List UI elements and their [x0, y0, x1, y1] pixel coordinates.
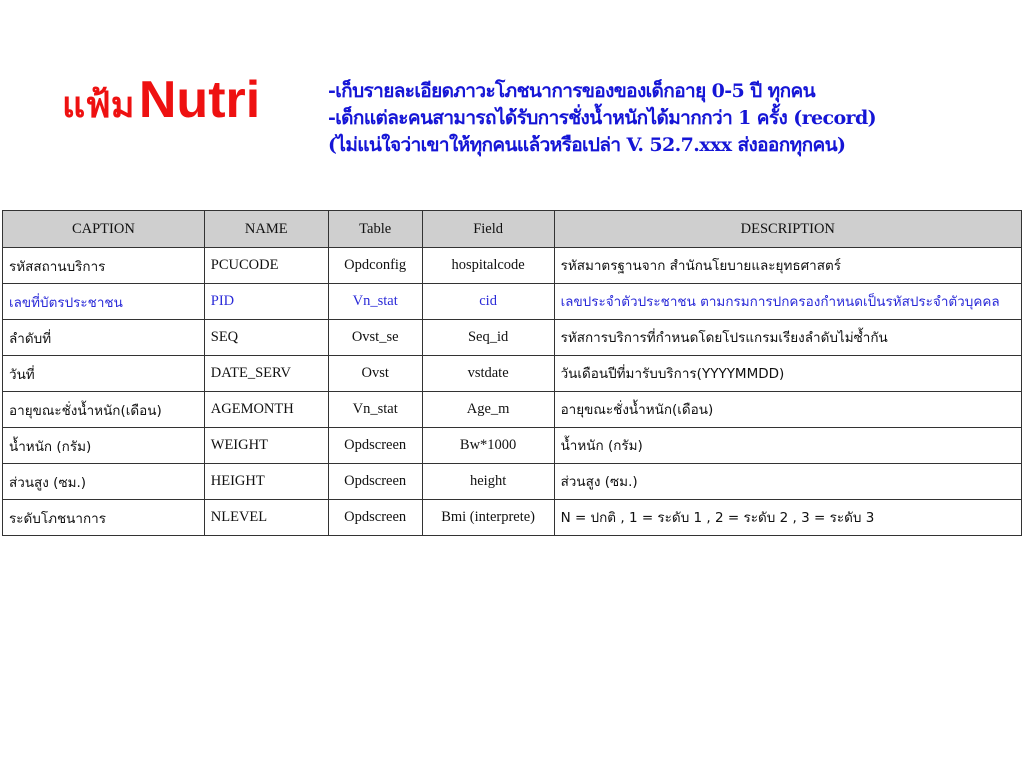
- cell-description: น้ำหนัก (กรัม): [554, 428, 1021, 464]
- cell-description: รหัสมาตรฐานจาก สำนักนโยบายและยุทธศาสตร์: [554, 248, 1021, 284]
- cell-table: Opdscreen: [328, 428, 422, 464]
- note-line: -เก็บรายละเอียดภาวะโภชนาการของของเด็กอายุ 0-5 ปี ทุกคน: [328, 80, 815, 102]
- table-row: [3, 248, 1022, 284]
- cell-caption: ส่วนสูง (ซม.): [3, 464, 205, 500]
- table-row: [3, 428, 1022, 464]
- column-header-name: NAME: [204, 211, 328, 248]
- cell-description: เลขประจำตัวประชาชน ตามกรมการปกครองกำหนดเป็นรหัสประจำตัวบุคคล: [554, 284, 1021, 320]
- cell-caption: วันที่: [3, 356, 205, 392]
- note-line: -เด็กแต่ละคนสามารถได้รับการชั่งน้ำหนักได้มากกว่า 1 ครั้ง (record): [328, 107, 877, 129]
- column-header-table: Table: [328, 211, 422, 248]
- cell-caption: รหัสสถานบริการ: [3, 248, 205, 284]
- cell-name: DATE_SERV: [204, 356, 328, 392]
- cell-table: Vn_stat: [328, 392, 422, 428]
- cell-caption: อายุขณะชั่งน้ำหนัก(เดือน): [3, 392, 205, 428]
- cell-description: อายุขณะชั่งน้ำหนัก(เดือน): [554, 392, 1021, 428]
- column-header-description: DESCRIPTION: [554, 211, 1021, 248]
- table-row: [3, 500, 1022, 536]
- cell-description: ส่วนสูง (ซม.): [554, 464, 1021, 500]
- cell-table: Ovst_se: [328, 320, 422, 356]
- cell-field: height: [422, 464, 554, 500]
- page-title-english: Nutri: [138, 71, 261, 129]
- table-row: [3, 356, 1022, 392]
- field-table: [2, 210, 1022, 536]
- cell-table: Ovst: [328, 356, 422, 392]
- page-title-thai: แฟ้ม: [62, 85, 135, 126]
- table-row: [3, 320, 1022, 356]
- column-header-field: Field: [422, 211, 554, 248]
- column-header-caption: CAPTION: [3, 211, 205, 248]
- cell-field: vstdate: [422, 356, 554, 392]
- cell-name: PCUCODE: [204, 248, 328, 284]
- cell-name: AGEMONTH: [204, 392, 328, 428]
- cell-field: Bmi (interprete): [422, 500, 554, 536]
- cell-table: Opdscreen: [328, 464, 422, 500]
- cell-caption: ลำดับที่: [3, 320, 205, 356]
- cell-table: Vn_stat: [328, 284, 422, 320]
- cell-description: รหัสการบริการที่กำหนดโดยโปรแกรมเรียงลำดับไม่ซ้ำกัน: [554, 320, 1021, 356]
- table-row: [3, 464, 1022, 500]
- table-header-row: [3, 211, 1022, 248]
- table-row: [3, 284, 1022, 320]
- cell-name: WEIGHT: [204, 428, 328, 464]
- cell-field: Age_m: [422, 392, 554, 428]
- cell-description: N = ปกติ , 1 = ระดับ 1 , 2 = ระดับ 2 , 3 = ระดับ 3: [554, 500, 1021, 536]
- cell-field: cid: [422, 284, 554, 320]
- cell-caption: เลขที่บัตรประชาชน: [3, 284, 205, 320]
- cell-name: SEQ: [204, 320, 328, 356]
- cell-table: Opdconfig: [328, 248, 422, 284]
- notes-block: [328, 78, 876, 159]
- table-row: [3, 392, 1022, 428]
- cell-field: hospitalcode: [422, 248, 554, 284]
- cell-caption: น้ำหนัก (กรัม): [3, 428, 205, 464]
- page-title: [62, 70, 260, 133]
- note-line: (ไม่แน่ใจว่าเขาให้ทุกคนแล้วหรือเปล่า V. 52.7.xxx ส่งออกทุกคน): [328, 134, 846, 156]
- cell-field: Bw*1000: [422, 428, 554, 464]
- cell-name: PID: [204, 284, 328, 320]
- cell-caption: ระดับโภชนาการ: [3, 500, 205, 536]
- cell-name: NLEVEL: [204, 500, 328, 536]
- cell-field: Seq_id: [422, 320, 554, 356]
- cell-table: Opdscreen: [328, 500, 422, 536]
- cell-name: HEIGHT: [204, 464, 328, 500]
- cell-description: วันเดือนปีที่มารับบริการ(YYYYMMDD): [554, 356, 1021, 392]
